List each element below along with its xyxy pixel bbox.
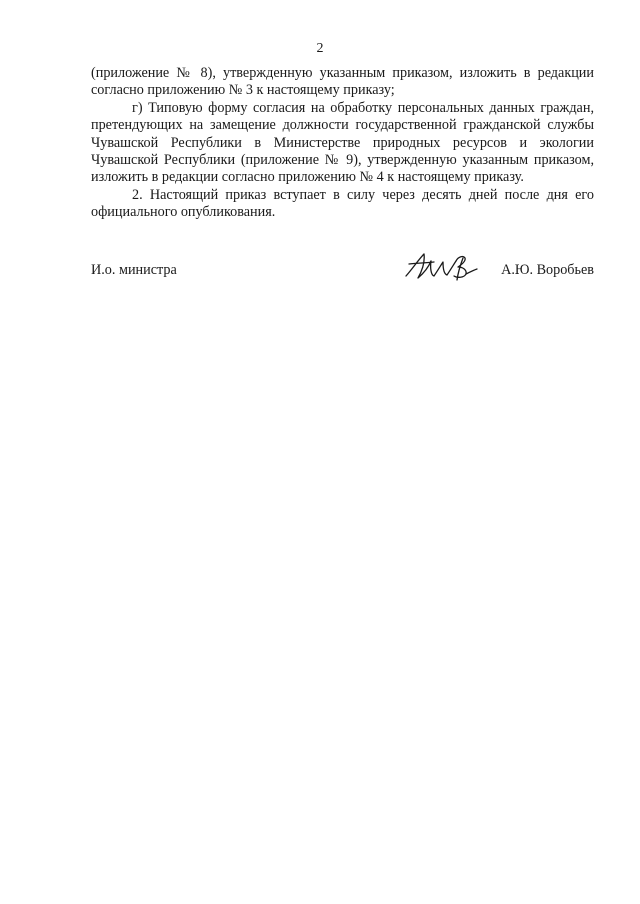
page-number: 2 xyxy=(316,41,324,56)
paragraph-continuation: (приложение № 8), утвержденную указанным приказом, изложить в редакции согласно приложению № 3 к настоящему приказу; xyxy=(91,65,594,99)
signature-block xyxy=(91,250,594,290)
paragraph-item-g: г) Типовую форму согласия на обработку персональных данных граждан, претендующих на замещение должности государственной гражданской службы Чувашской Республики в Министерстве природных ресурсов и экологии Чувашской Республики (приложение № 9), утвержденную указанным приказом, изложить в редакции согласно приложению № 4 к настоящему приказу. xyxy=(91,99,594,186)
signatory-title: И.о. министра xyxy=(91,262,177,278)
handwritten-signature xyxy=(403,250,481,284)
signatory-name: А.Ю. Воробьев xyxy=(501,262,594,278)
paragraph-item-2: 2. Настоящий приказ вступает в силу через десять дней после дня его официального опубликования. xyxy=(91,186,594,221)
document-body xyxy=(91,65,594,222)
